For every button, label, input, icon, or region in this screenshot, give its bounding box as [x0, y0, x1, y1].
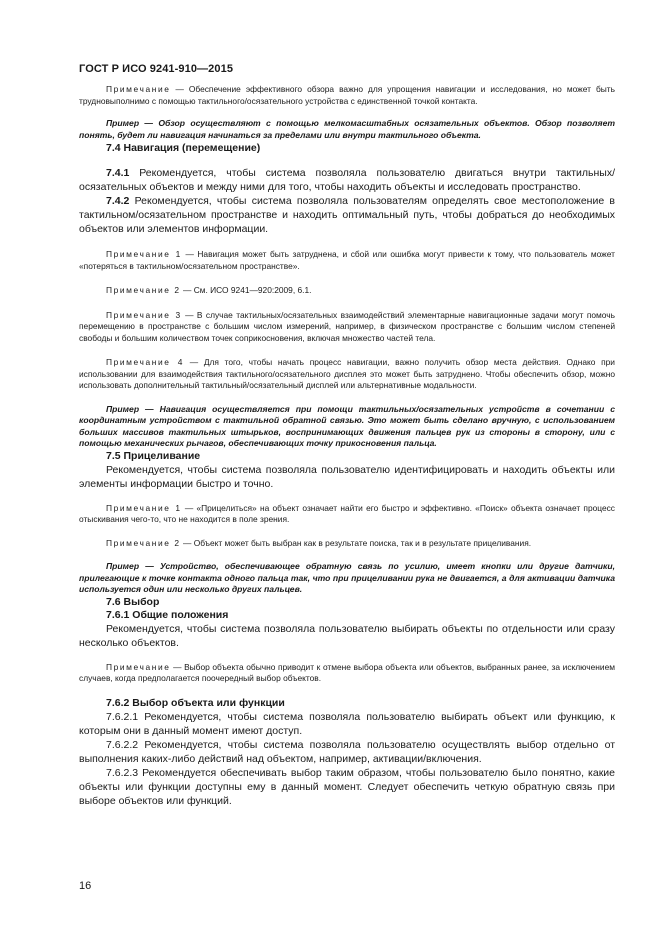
- paragraph: [79, 166, 615, 194]
- paragraph: Рекомендуется, чтобы система позволяла пользователю идентифицировать и находить объекты или элементы информации быстро и точно.: [79, 463, 615, 490]
- note-text: — «Прицелиться» на объект означает найти его быстро и эффективно. «Поиск» объекта означает процесс отыскивания чего-то, что не находится в поле зрения.: [79, 502, 615, 524]
- paragraph: 7.6.2.1 Рекомендуется, чтобы система позволяла пользователю выбирать объект или функцию, к которым они в данный момент имеют доступ.: [79, 710, 615, 737]
- note-label: Примечание 2: [106, 285, 181, 295]
- example: Пример — Обзор осуществляют с помощью мелкомасштабных осязательных объектов. Обзор позволяет понять, будет ли навигация начинаться за пределами или внутри тактильного объекта.: [79, 118, 615, 140]
- document-body: [79, 84, 615, 808]
- note-text: — Объект может быть выбран как в результате поиска, так и в результате прицеливания.: [180, 537, 532, 548]
- note: [79, 503, 615, 526]
- section-heading: 7.6 Выбор: [106, 595, 160, 608]
- note-label: Примечание 4: [106, 357, 185, 367]
- note-label: Примечание 1: [106, 249, 182, 259]
- note: [79, 662, 615, 685]
- note-label: Примечание 3: [106, 309, 182, 320]
- note: [79, 249, 615, 272]
- note: [79, 357, 615, 392]
- section-heading: 7.5 Прицеливание: [106, 449, 201, 462]
- clause-number: 7.4.1: [106, 167, 130, 179]
- note-text: — Для того, чтобы начать процесс навигации, важно получить обзор места действия. Однако при использовании для взаимодействия тактильного/осязательного дисплея это может быть затруднено. Чтобы обеспечить обзор, можно использовать дополнительный тактильный/осязательный дисплей или альтернативные модальности.: [79, 357, 615, 390]
- section-heading: 7.4 Навигация (перемещение): [106, 142, 261, 154]
- note-text: — См. ИСО 9241—920:2009, 6.1.: [180, 285, 312, 295]
- paragraph: 7.6.2.2 Рекомендуется, чтобы система позволяла пользователю осуществлять выбор отдельно от выполнения каких-либо действий над объектом, например, активации/включения.: [79, 738, 615, 765]
- subsection-heading: 7.6.2 Выбор объекта или функции: [106, 696, 285, 709]
- paragraph-text: Рекомендуется, чтобы система позволяла пользователям определять свое местоположение в тактильном/осязательном пространстве и находить оптимальный путь, чтобы добраться до необходимых объектов или элементов информации.: [79, 195, 615, 235]
- note-text: — В случае тактильных/осязательных взаимодействий элементарные навигационные задачи могут помочь перемещению в пространстве с большим числом измерений, например, в физическом пространстве с большим числом степеней свободы и большим количеством точек соприкосновения, включая множество частей тела.: [79, 309, 615, 343]
- note: [79, 285, 615, 297]
- note-label: Примечание: [106, 661, 171, 672]
- example: Пример — Устройство, обеспечивающее обратную связь по усилию, имеет кнопки или другие датчики, прилегающие к точке контакта одного пальца так, что при прицеливании рука не двигается, а для активации датчика используется один или несколько других пальцев.: [79, 561, 615, 594]
- document-header: ГОСТ Р ИСО 9241-910—2015: [79, 63, 234, 75]
- note-text: — Выбор объекта обычно приводит к отмене выбора объекта или объектов, выбранных ранее, за исключением случаев, когда предполагается поочередный выбор объектов.: [79, 661, 615, 683]
- clause-number: 7.4.2: [106, 195, 130, 207]
- note-text: — Навигация может быть затруднена, и сбой или ошибка могут привести к тому, что пользователь может «потеряться в тактильном/осязательном пространстве».: [79, 249, 615, 271]
- note: [79, 84, 615, 107]
- note: [79, 538, 615, 550]
- paragraph: Рекомендуется, чтобы система позволяла пользователю выбирать объекты по отдельности или сразу несколько объектов.: [79, 622, 615, 649]
- paragraph: 7.6.2.3 Рекомендуется обеспечивать выбор таким образом, чтобы пользователю было понятно, какие объекты или функции доступны ему в данный момент. Следует обеспечить четкую обратную связь при выборе объектов или функций.: [79, 766, 615, 807]
- note-label: Примечание 1: [106, 502, 182, 513]
- paragraph: [79, 194, 615, 236]
- page-number: 16: [79, 880, 92, 892]
- subsection-heading: 7.6.1 Общие положения: [106, 608, 229, 621]
- note-label: Примечание: [106, 84, 171, 94]
- example: Пример — Навигация осуществляется при помощи тактильных/осязательных устройств в сочетании с координатным устройством с тактильной обратной связью. Это может быть сделано вручную, с использованием больших массивов тактильных штырьков, воспринимающих движения пальцев рук из стороны в сторону, или с помощью механических рычагов, обеспечивающих точку прикосновения пальца.: [79, 403, 615, 448]
- paragraph-text: Рекомендуется, чтобы система позволяла пользователю двигаться внутри тактильных/осязательных объектов и между ними для того, чтобы находить объекты и исследовать пространство.: [79, 167, 615, 193]
- note-label: Примечание 2: [106, 537, 181, 548]
- note: [79, 310, 615, 345]
- note-text: — Обеспечение эффективного обзора важно для упрощения навигации и исследования, но может быть трудновыполнимо с помощью тактильного/осязательного устройства с единственной точкой контакта.: [79, 84, 615, 106]
